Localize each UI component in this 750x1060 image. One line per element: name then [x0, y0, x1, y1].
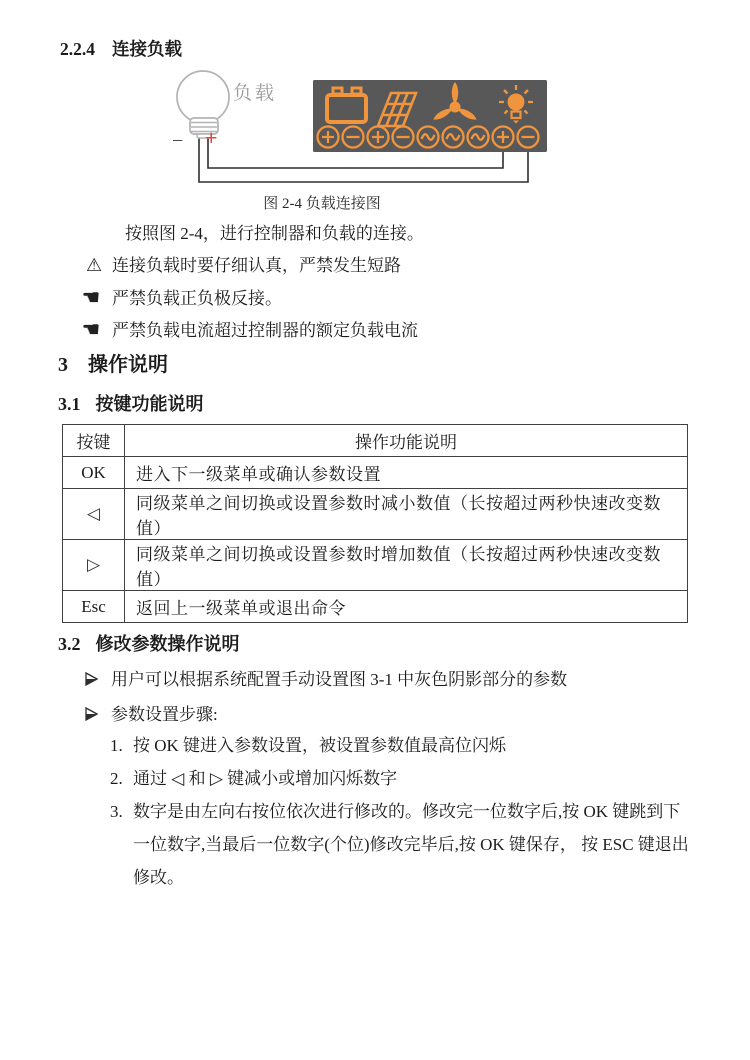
step-number: 1.: [110, 736, 123, 755]
note-text: 严禁负载电流超过控制器的额定负载电流: [112, 321, 418, 340]
bullet-item: [85, 665, 567, 690]
key-right-arrow: ▷: [63, 540, 125, 591]
step-item: [110, 729, 506, 762]
step-text: 通过 ◁ 和 ▷ 键减小或增加闪烁数字: [133, 769, 398, 788]
section-heading-2-2-4: [60, 36, 182, 61]
step-item: [110, 762, 397, 795]
key-ok-desc: 进入下一级菜单或确认参数设置: [125, 457, 688, 489]
key-right-desc: 同级菜单之间切换或设置参数时增加数值（长按超过两秒快速改变数值）: [125, 540, 688, 591]
warning-triangle-icon: ⚠: [86, 255, 103, 275]
note-short-circuit: [86, 251, 401, 276]
step-text: 数字是由左向右按位依次进行修改的。修改完一位数字后,按 OK 键跳到下一位数字,当最后一位数字(个位)修改完毕后,按 OK 键保存， 按 ESC 键退出修改。: [133, 802, 689, 887]
table-row: [63, 457, 688, 489]
section-number: 2.2.4: [60, 39, 95, 59]
load-connection-diagram: [0, 60, 750, 195]
table-row: [63, 591, 688, 623]
header-description: 操作功能说明: [125, 425, 688, 457]
step-number: 3.: [110, 802, 123, 821]
section-title: 连接负载: [112, 39, 182, 59]
key-esc: Esc: [63, 591, 125, 623]
note-reverse-polarity: [82, 284, 282, 310]
load-label: 负载: [233, 83, 278, 104]
arrowhead-bullet-icon: [85, 671, 98, 691]
bullet-text: 参数设置步骤:: [111, 705, 218, 724]
section-number: 3.2: [58, 634, 81, 654]
pointing-hand-icon: ☚: [82, 287, 100, 309]
bulb-glass: [177, 71, 229, 123]
step-text: 按 OK 键进入参数设置，被设置参数值最高位闪烁: [133, 736, 507, 755]
key-esc-desc: 返回上一级菜单或退出命令: [125, 591, 688, 623]
header-key: 按键: [63, 425, 125, 457]
load-bulb: [177, 71, 229, 138]
section-number: 3.1: [58, 394, 81, 414]
section-title: 修改参数操作说明: [95, 634, 240, 654]
key-left-arrow: ◁: [63, 489, 125, 540]
note-rated-current: [82, 316, 418, 342]
figure-caption: 图 2-4 负载连接图: [263, 196, 381, 212]
bullet-text: 用户可以根据系统配置手动设置图 3-1 中灰色阴影部分的参数: [111, 670, 568, 689]
note-text: 连接负载时要仔细认真，严禁发生短路: [112, 256, 401, 275]
section-heading-3-1: [58, 390, 204, 416]
pointing-hand-icon: ☚: [82, 319, 100, 341]
arrowhead-bullet-icon: [85, 706, 98, 726]
step-number: 2.: [110, 769, 123, 788]
section-heading-3: [58, 348, 168, 377]
key-ok: OK: [63, 457, 125, 489]
note-text: 严禁负载正负极反接。: [112, 289, 282, 308]
minus-polarity-label: −: [172, 130, 184, 152]
intro-paragraph: 按照图 2-4，进行控制器和负载的连接。: [125, 224, 424, 243]
step-item: [110, 795, 692, 894]
table-header-row: [63, 425, 688, 457]
plus-polarity-label: +: [205, 125, 218, 150]
key-function-table: [62, 424, 688, 623]
key-left-desc: 同级菜单之间切换或设置参数时减小数值（长按超过两秒快速改变数值）: [125, 489, 688, 540]
section-heading-3-2: [58, 630, 240, 656]
section-title: 按键功能说明: [95, 394, 204, 414]
bullet-item: [85, 700, 218, 725]
section-number: 3: [58, 354, 68, 376]
table-row: [63, 540, 688, 591]
table-row: [63, 489, 688, 540]
section-title: 操作说明: [88, 354, 168, 376]
